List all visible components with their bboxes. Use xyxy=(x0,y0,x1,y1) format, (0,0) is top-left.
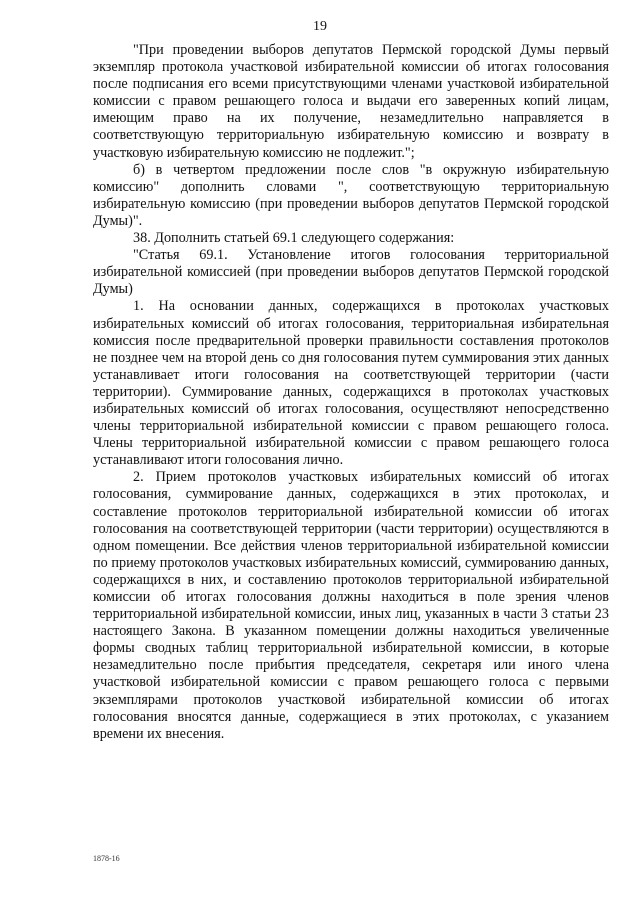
document-code: 1878-16 xyxy=(93,854,120,863)
paragraph-item-38: 38. Дополнить статьей 69.1 следующего содержания: xyxy=(133,230,455,247)
article-69-1-part-1: 1. На основании данных, содержащихся в протоколах участковых избирательных комиссий об итогах голосования, территориальная избирательная комиссия после предварительной проверки правильности составления протоколов не позднее чем на второй день со дня голосования путем суммирования этих данных устанавливает итоги голосования на соответствующей территории (части территории). Суммирование данных, содержащихся в протоколах участковых избирательных комиссий об итогах голосования, осуществляют непосредственно члены территориальной избирательной комиссии с правом решающего голоса. Члены территориальной избирательной комиссии с правом решающего голоса устанавливают итоги голосования лично. xyxy=(93,298,609,469)
article-69-1-part-2: 2. Прием протоколов участковых избирательных комиссий об итогах голосования, суммирование данных, содержащихся в этих протоколах, и составление протоколов территориальной избирательной комиссии об итогах голосования на соответствующей территории (части территории) осуществляются в одном помещении. Все действия членов территориальной избирательной комиссии по приему протоколов участковых избирательных комиссий, суммированию данных, содержащихся в них, и составлению протоколов территориальной избирательной комиссии об итогах голосования должны находиться в поле зрения членов территориальной избирательной комиссии, иных лиц, указанных в части 3 статьи 23 настоящего Закона. В указанном помещении должны находиться увеличенные формы сводных таблиц территориальной избирательной комиссии, в которые незамедлительно после прибытия председателя, секретаря или иного члена участковой избирательной комиссии с правом решающего голоса с первыми экземплярами протоколов участковой избирательной комиссии об итогах голосования вносятся данные, содержащиеся в этих протоколах, с указанием времени их внесения. xyxy=(93,469,609,742)
paragraph-amendment-b: б) в четвертом предложении после слов "в окружную избирательную комиссию" дополнить словами ", соответствующую территориальную избирательную комиссию (при проведении выборов депутатов Пермской городской Думы)". xyxy=(93,161,609,229)
article-69-1-heading: "Статья 69.1. Установление итогов голосования территориальной избирательной комиссией (при проведении выборов депутатов Пермской городской Думы) xyxy=(93,247,609,298)
document-body xyxy=(93,42,609,743)
page-number: 19 xyxy=(313,19,327,34)
paragraph-protocol-submission: "При проведении выборов депутатов Пермской городской Думы первый экземпляр протокола участковой избирательной комиссии об итогах голосования после подписания его всеми присутствующими членами участковой избирательной комиссии с правом решающего голоса и выдачи его заверенных копий лицам, имеющим право на их получение, незамедлительно направляется в соответствующую территориальную избирательную комиссию и возврату в участковую избирательную комиссию не подлежит."; xyxy=(93,42,609,161)
